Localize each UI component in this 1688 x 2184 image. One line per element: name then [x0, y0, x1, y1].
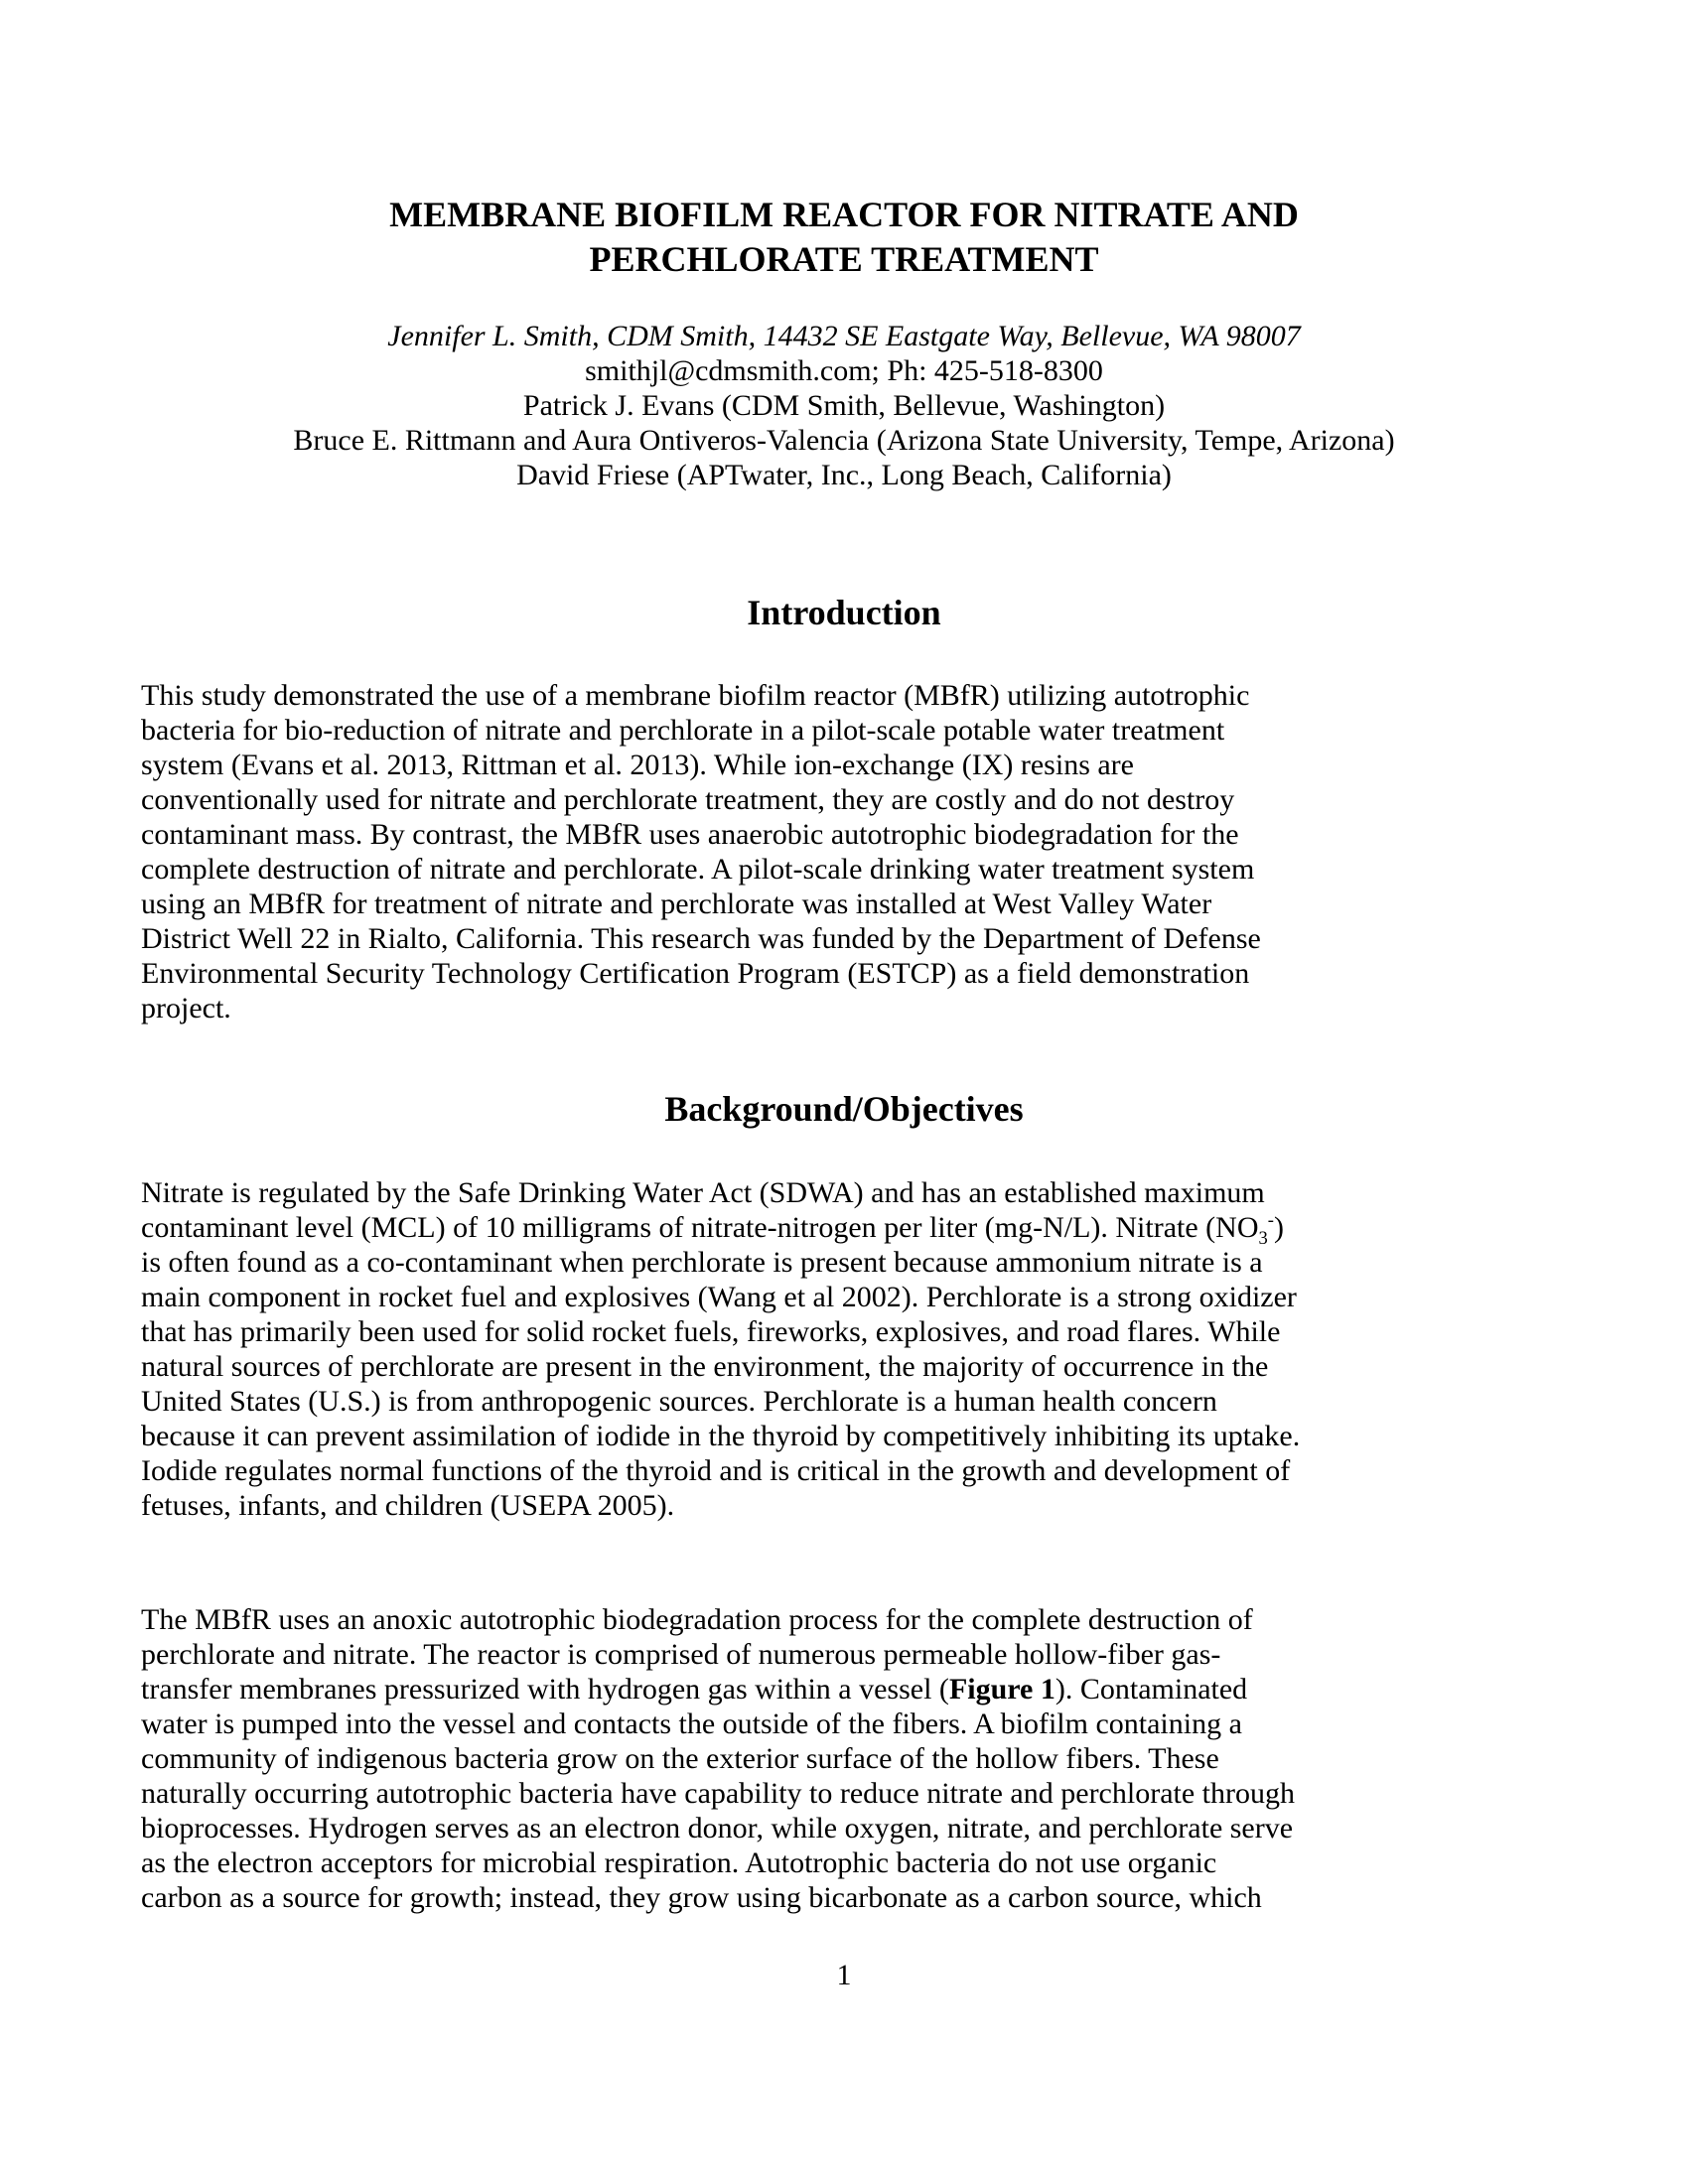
text-line: MEMBRANE BIOFILM REACTOR FOR NITRATE AND [389, 195, 1299, 234]
text-line: complete destruction of nitrate and perchlorate. A pilot-scale drinking water treatment system [141, 853, 1255, 886]
paragraph-background-2 [141, 1602, 1547, 1915]
text-line: David Friese (APTwater, Inc., Long Beach, California) [516, 459, 1172, 491]
text-line: naturally occurring autotrophic bacteria have capability to reduce nitrate and perchlorate through [141, 1777, 1295, 1810]
text-line: PERCHLORATE TREATMENT [589, 239, 1099, 279]
text-line: system (Evans et al. 2013, Rittman et al. 2013). While ion-exchange (IX) resins are [141, 749, 1134, 781]
author-block [141, 319, 1547, 492]
text-line: Environmental Security Technology Certification Program (ESTCP) as a field demonstration [141, 957, 1250, 990]
text-line: fetuses, infants, and children (USEPA 2005). [141, 1489, 675, 1522]
text-line: transfer membranes pressurized with hydrogen gas within a vessel (Figure 1). Contaminated [141, 1673, 1248, 1706]
text-line: water is pumped into the vessel and contacts the outside of the fibers. A biofilm containing a [141, 1707, 1242, 1740]
text-line: natural sources of perchlorate are present in the environment, the majority of occurrence in the [141, 1350, 1269, 1383]
text-line: that has primarily been used for solid rocket fuels, fireworks, explosives, and road flares. While [141, 1315, 1281, 1348]
paper-title [141, 193, 1547, 282]
section-heading-background-objectives: Background/Objectives [664, 1089, 1024, 1129]
text-line: is often found as a co-contaminant when perchlorate is present because ammonium nitrate is a [141, 1246, 1263, 1279]
text-line: carbon as a source for growth; instead, they grow using bicarbonate as a carbon source, which [141, 1881, 1262, 1914]
text-line: perchlorate and nitrate. The reactor is comprised of numerous permeable hollow-fiber gas- [141, 1638, 1221, 1671]
text-line: contaminant level (MCL) of 10 milligrams of nitrate-nitrogen per liter (mg-N/L). Nitrate $(NO_3^-)$ [141, 1210, 1284, 1249]
text-line: United States (U.S.) is from anthropogenic sources. Perchlorate is a human health concern [141, 1385, 1217, 1418]
text-line: Patrick J. Evans (CDM Smith, Bellevue, Washington) [522, 389, 1166, 422]
paragraph-background-1 [141, 1175, 1547, 1523]
text-line: Bruce E. Rittmann and Aura Ontiveros-Valencia (Arizona State University, Tempe, Arizona) [293, 424, 1395, 457]
text-line: smithjl@cdmsmith.com; Ph: 425-518-8300 [585, 354, 1103, 387]
text-line: The MBfR uses an anoxic autotrophic biodegradation process for the complete destruction of [141, 1603, 1253, 1636]
text-line: community of indigenous bacteria grow on the exterior surface of the hollow fibers. These [141, 1742, 1219, 1775]
text-line: This study demonstrated the use of a membrane biofilm reactor (MBfR) utilizing autotrophic [141, 679, 1250, 712]
text-line: bioprocesses. Hydrogen serves as an electron donor, while oxygen, nitrate, and perchlorate serve [141, 1812, 1294, 1844]
text-line: using an MBfR for treatment of nitrate and perchlorate was installed at West Valley Water [141, 887, 1212, 920]
text-line: because it can prevent assimilation of iodide in the thyroid by competitively inhibiting its uptake. [141, 1420, 1301, 1452]
text-line: District Well 22 in Rialto, California. This research was funded by the Department of Defense [141, 922, 1261, 955]
page-number: 1 [836, 1959, 852, 1991]
text-line: Nitrate is regulated by the Safe Drinking Water Act (SDWA) and has an established maximum [141, 1176, 1265, 1209]
text-line: project. [141, 992, 231, 1024]
text-line: contaminant mass. By contrast, the MBfR uses anaerobic autotrophic biodegradation for the [141, 818, 1239, 851]
text-line: main component in rocket fuel and explosives (Wang et al 2002). Perchlorate is a strong oxidizer [141, 1281, 1297, 1313]
text-line: as the electron acceptors for microbial respiration. Autotrophic bacteria do not use organic [141, 1846, 1217, 1879]
paragraph-introduction [141, 678, 1547, 1025]
text-line: conventionally used for nitrate and perchlorate treatment, they are costly and do not destroy [141, 783, 1235, 816]
text-line: Iodide regulates normal functions of the thyroid and is critical in the growth and development of [141, 1454, 1291, 1487]
section-heading-introduction: Introduction [747, 593, 941, 632]
text-line: bacteria for bio-reduction of nitrate and perchlorate in a pilot-scale potable water treatment [141, 714, 1225, 747]
text-line: Jennifer L. Smith, CDM Smith, 14432 SE Eastgate Way, Bellevue, WA 98007 [387, 320, 1301, 352]
